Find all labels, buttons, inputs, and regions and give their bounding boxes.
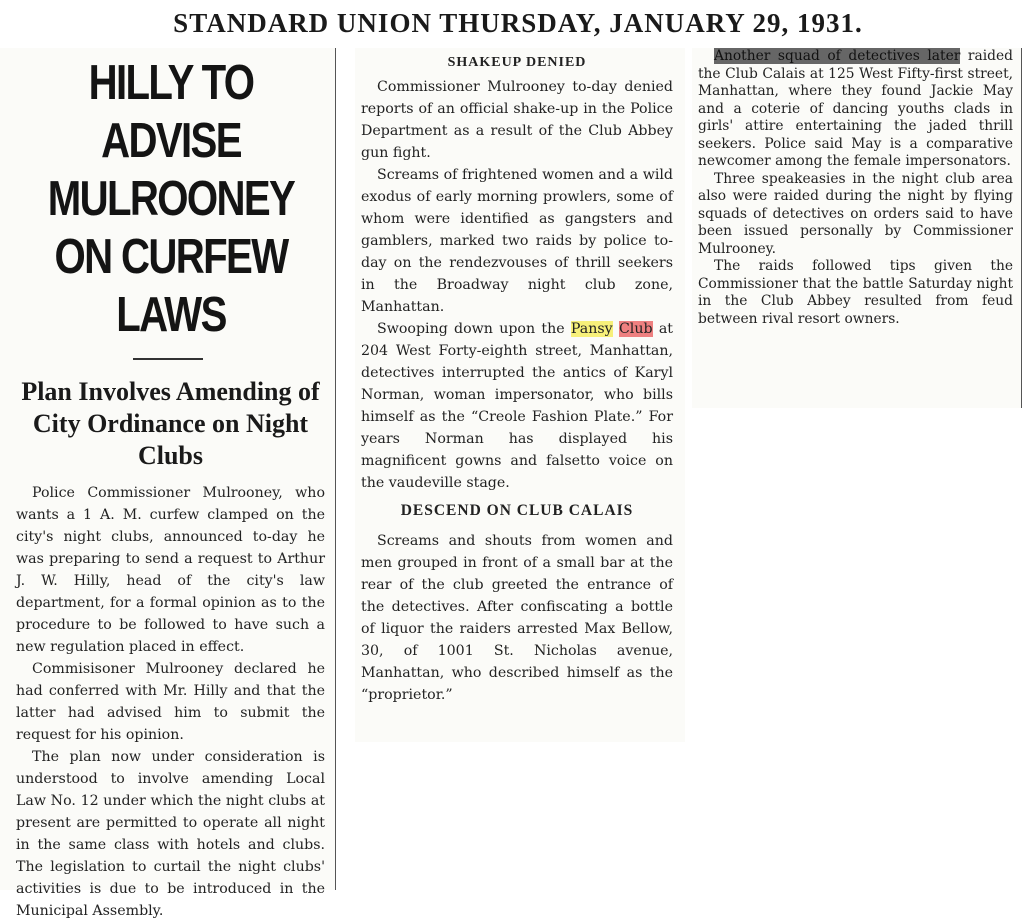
paragraph: Screams and shouts from women and men grouped in front of a small bar at the rear of the club greeted the entrance of the detectives. After confiscating a bottle of liquor the raiders arrested Max Bellow, 30, of 1001 St. Nicholas avenue, Manhattan, who described himself as the “proprietor.” [361,533,673,703]
article-column-2 [355,48,685,742]
highlight-dark: Another squad of detectives later [714,48,961,64]
article-subhead: Plan Involves Amending of City Ordinance on Night Clubs [21,377,320,470]
highlight-red: Club [618,321,653,337]
article-headline: HILLY TO ADVISE MULROONEY ON CURFEW LAWS [47,56,295,342]
text-run: at 204 West Forty-eighth street, Manhattan, detectives interrupted the antics of Karyl Norman, woman impersonator, who bills himself as the “Creole Fashion Plate.” For years Norman has displayed his magnificent gowns and falsetto voice on the vaudeville stage. [361,321,673,491]
paragraph: Police Commissioner Mulrooney, who wants a 1 A. M. curfew clamped on the city's night clubs, announced to-day he was preparing to send a request to Arthur J. W. Hilly, head of the city's law department, for a formal opinion as to the procedure to be followed to have such a new regulation placed in effect. [16,485,325,655]
article-column-3 [692,48,1022,408]
column-3-body [698,48,1013,328]
paragraph [698,48,1013,171]
column-1-body [16,482,325,922]
text-run [613,321,619,337]
section-heading-calais: DESCEND ON CLUB CALAIS [400,502,634,519]
newspaper-masthead: STANDARD UNION THURSDAY, JANUARY 29, 1931. [173,8,863,38]
paragraph: Commisisoner Mulrooney declared he had conferred with Mr. Hilly and that the latter had advised him to submit the request for his opinion. [16,661,325,743]
paragraph: Screams of frightened women and a wild exodus of early morning prowlers, some of whom were identified as gangsters and gamblers, marked two raids by police to-day on the rendezvouses of thrill seekers in the Broadway night club zone, Manhattan. [361,167,673,315]
headline-divider [133,358,203,360]
paragraph: Commissioner Mulrooney to-day denied reports of an official shake-up in the Police Department as a result of the Club Abbey gun fight. [361,79,673,161]
column-2-body [361,52,673,706]
article-column-1 [0,48,336,919]
text-run: raided the Club Calais at 125 West Fifty-first street, Manhattan, where they found Jackie May and a coterie of dancing youths clads in girls' attire entertaining the jaded thrill seekers. Police said May is a comparative newcomer among the female impersonators. [698,48,1013,169]
paragraph-pansy-club [361,318,673,494]
paragraph: The plan now under consideration is understood to involve amending Local Law No. 12 under which the night clubs at present are permitted to operate all night in the same class with hotels and clubs. The legislation to curtail the night clubs' activities is due to be introduced in the Municipal Assembly. [16,749,325,919]
highlight-yellow: Pansy [570,321,613,337]
text-run: Swooping down upon the [377,321,571,337]
paragraph: The raids followed tips given the Commissioner that the battle Saturday night in the Club Abbey resulted from feud between rival resort owners. [698,258,1013,327]
paragraph: Three speakeasies in the night club area also were raided during the night by flying squads of detectives on orders said to have been issued personally by Commissioner Mulrooney. [698,170,1013,257]
section-heading-shakeup: SHAKEUP DENIED [447,55,587,70]
